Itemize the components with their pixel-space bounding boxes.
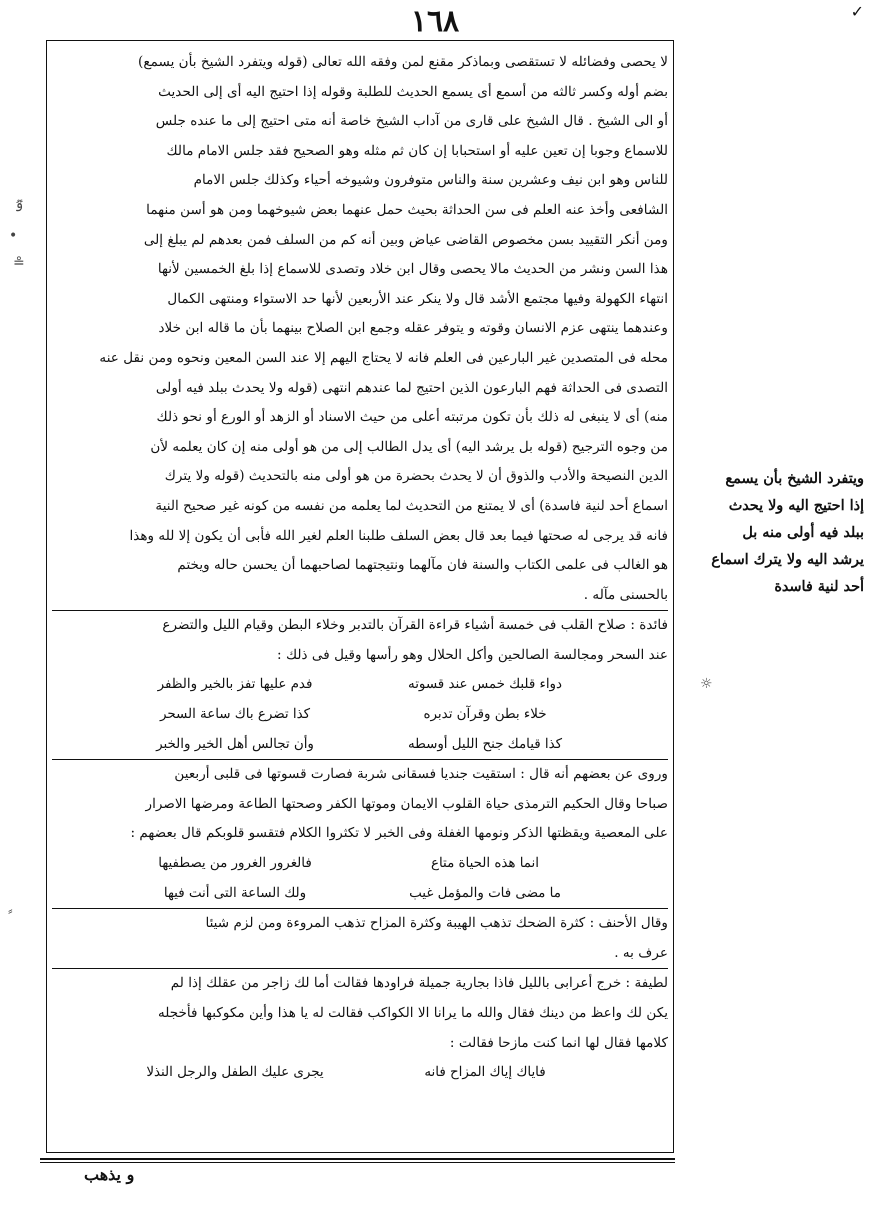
verse-hemistich-left: فدم عليها تفز بالخير والظفر <box>157 677 313 693</box>
text-line: وقال الأحنف : كثرة الضحك تذهب الهيبة وكثرة المزاح تذهب المروءة ومن لزم شيئا <box>205 915 668 932</box>
text-line: صباحا وقال الحكيم الترمذى حياة القلوب الايمان وموتها الكفر وصحتها الطاعة ومرضها الاصرار <box>145 795 668 812</box>
verse-hemistich-right: ما مضى فات والمؤمل غيب <box>409 885 561 901</box>
verse-line <box>52 670 668 700</box>
verse-hemistich-left: فالغرور الغرور من يصطفيها <box>158 856 312 872</box>
margin-speck: ≗ <box>13 255 25 271</box>
verse-line <box>52 1058 668 1088</box>
verse-hemistich-right: دواء قلبك خمس عند قسوته <box>408 677 562 693</box>
verse-hemistich-right: كذا قيامك جنح الليل أوسطه <box>407 736 563 752</box>
text-line: بضم أوله وكسر ثالثه من أسمع أى يسمع الحديث للطلبة وقوله إذا احتيج اليه أى إلى الحديث <box>158 83 668 100</box>
text-line: وعندهما ينتهى عزم الانسان وقوته و يتوفر عقله وجمع ابن الصلاح بينهما بأن ما قاله ابن خلاد <box>158 320 668 337</box>
text-line: لا يحصى وفضائله لا تستقصى وبماذكر مقنع لمن وفقه الله تعالى (قوله ويتفرد الشيخ بأن يسمع) <box>138 54 668 70</box>
text-line: أو الى الشيخ . قال الشيخ على قارى من آداب الشيخ خاصة أنه متى احتيج إلى ما عنده جلس <box>155 113 668 130</box>
margin-note-line: ويتفرد الشيخ بأن يسمع <box>725 470 864 487</box>
margin-note-line: أحد لنية فاسدة <box>774 578 864 595</box>
margin-note-line: إذا احتيج اليه ولا يحدث <box>728 497 864 514</box>
text-line: للناس وهو ابن نيف وعشرين سنة والناس متوفرون وشيوخه أحياء وكذلك جلس الامام <box>193 172 668 189</box>
text-line: بالحسنى مآله . <box>583 586 668 603</box>
verse-line <box>52 730 668 760</box>
text-line: عرف به . <box>614 944 668 961</box>
verse-hemistich-left: وأن تجالس أهل الخير والخبر <box>156 736 314 752</box>
margin-note <box>678 465 864 600</box>
verse-line <box>52 700 668 730</box>
verse-hemistich-left: يجرى عليك الطفل والرجل النذلا <box>146 1065 324 1081</box>
fayda-line: عند السحر ومجالسة الصالحين وأكل الحلال وهو رأسها وقيل فى ذلك : <box>277 646 668 663</box>
margin-speck: • <box>9 228 18 244</box>
verse-hemistich-right: فاياك إياك المزاح فانه <box>424 1065 546 1081</box>
verse-hemistich-right: خلاء بطن وقرآن تدبره <box>423 707 547 723</box>
corner-mark: ✓ <box>850 2 864 21</box>
margin-speck: ☼ <box>700 676 713 692</box>
verse-line <box>52 849 668 879</box>
margin-note-line: ببلد فيه أولى منه بل <box>742 524 864 541</box>
text-line: هو الغالب فى علمى الكتاب والسنة فان مآلهما ونتيجتهما لصاحبهما أن يحسن حاله ويختم <box>177 557 668 574</box>
text-line: فانه قد يرجى له صحتها فيما بعد قال بعض السلف طلبنا العلم لغير الله فأبى أن يكون إلا لله وهذا <box>129 527 668 544</box>
text-line: ومن أنكر التقييد بسن مخصوص القاضى عياض وبين أنه كم من السلف فمن بعدهم لم يبلغ إلى <box>143 231 668 248</box>
margin-speck: ٷ <box>15 196 24 212</box>
text-line: اسماع أحد لنية فاسدة) أى لا يمتنع من التحديث لما يعلمه من نفسه من كونه غير صحيح النية <box>155 497 668 514</box>
text-line: وروى عن بعضهم أنه قال : استقيت جنديا فسقانى شربة فصارت قسوتها فى قلبى أربعين <box>174 766 668 783</box>
text-line: منه) أى لا ينبغى له ذلك بأن تكون مرتبته أعلى من حيث الاسناد أو الزهد أو الورع أو نحو ذلك <box>156 409 668 426</box>
main-text-column <box>52 48 668 1148</box>
latifa-line: يكن لك واعظ من دينك فقال والله ما يرانا الا الكواكب فقالت له يا هذا وأين مكوكبها فأخجله <box>157 1005 668 1021</box>
text-line: محله فى المتصدين غير البارعين فى العلم فانه لا يحتاج اليهم إلا عند السن المعين ونحوه ومن نقل عنه <box>99 349 668 366</box>
text-line: هذا السن ونشر من الحديث مالا يحصى وقال ابن خلاد وتصدى للاسماع إذا بلغ الخمسين لأنها <box>157 261 668 278</box>
page-number: ١٦٨ <box>410 4 460 39</box>
text-line: التصدى فى الحداثة فهم البارعون الذين احتيج لما عندهم انتهى (قوله ولا يحدث ببلد فيه أولى <box>155 379 668 396</box>
verse-hemistich-left: كذا تضرع باك ساعة السحر <box>160 707 310 723</box>
latifa-line: كلامها فقال لها انما كنت مازحا فقالت : <box>449 1034 668 1051</box>
text-line: على المعصية ويقظتها الذكر ونومها الغفلة وفى الخبر لا تكثروا الكلام فتقسو قلوبكم قال بعضهم : <box>130 825 668 842</box>
text-line: انتهاء الكهولة وفيها مجتمع الأشد قال ولا ينكر عند الأربعين لأنها حد الاستواء ومنتهى الكمال <box>167 290 668 307</box>
verse-hemistich-right: انما هذه الحياة متاع <box>430 856 539 872</box>
catchword: و يذهب <box>84 1165 135 1184</box>
margin-speck: ⸗ <box>8 903 13 919</box>
bottom-rule-bottom <box>40 1162 675 1163</box>
bottom-rule-top <box>40 1158 675 1160</box>
fayda-line: فائدة : صلاح القلب فى خمسة أشياء قراءة القرآن بالتدبر وخلاء البطن وقيام الليل والتضرع <box>162 617 668 634</box>
text-line: من وجوه الترجيح (قوله بل يرشد اليه) أى يدل الطالب إلى من هو أولى منه إن كان يعلمه لأن <box>150 438 668 455</box>
text-line: الدين النصيحة والأدب والذوق أن لا يحدث بحضرة من هو أولى منه بالتحديث (قوله ولا يترك <box>164 468 668 485</box>
latifa-line: لطيفة : خرج أعرابى بالليل فاذا بجارية جميلة فراودها فقالت أما لك زاجر من عقلك إذا لم <box>170 975 668 992</box>
verse-line <box>52 879 668 909</box>
text-line: للاسماع وجوبا إن تعين عليه أو استحبابا إن كان ثم مثله وهو الصحيح فقد جلس الامام مالك <box>166 142 668 159</box>
text-line: الشافعى وأخذ عنه العلم فى سن الحداثة بحيث حمل عنهما بعض شيوخهما ومن هو أسن منهما <box>146 201 668 218</box>
margin-note-line: يرشد اليه ولا يترك اسماع <box>711 551 864 568</box>
verse-hemistich-left: ولك الساعة التى أنت فيها <box>163 885 307 901</box>
